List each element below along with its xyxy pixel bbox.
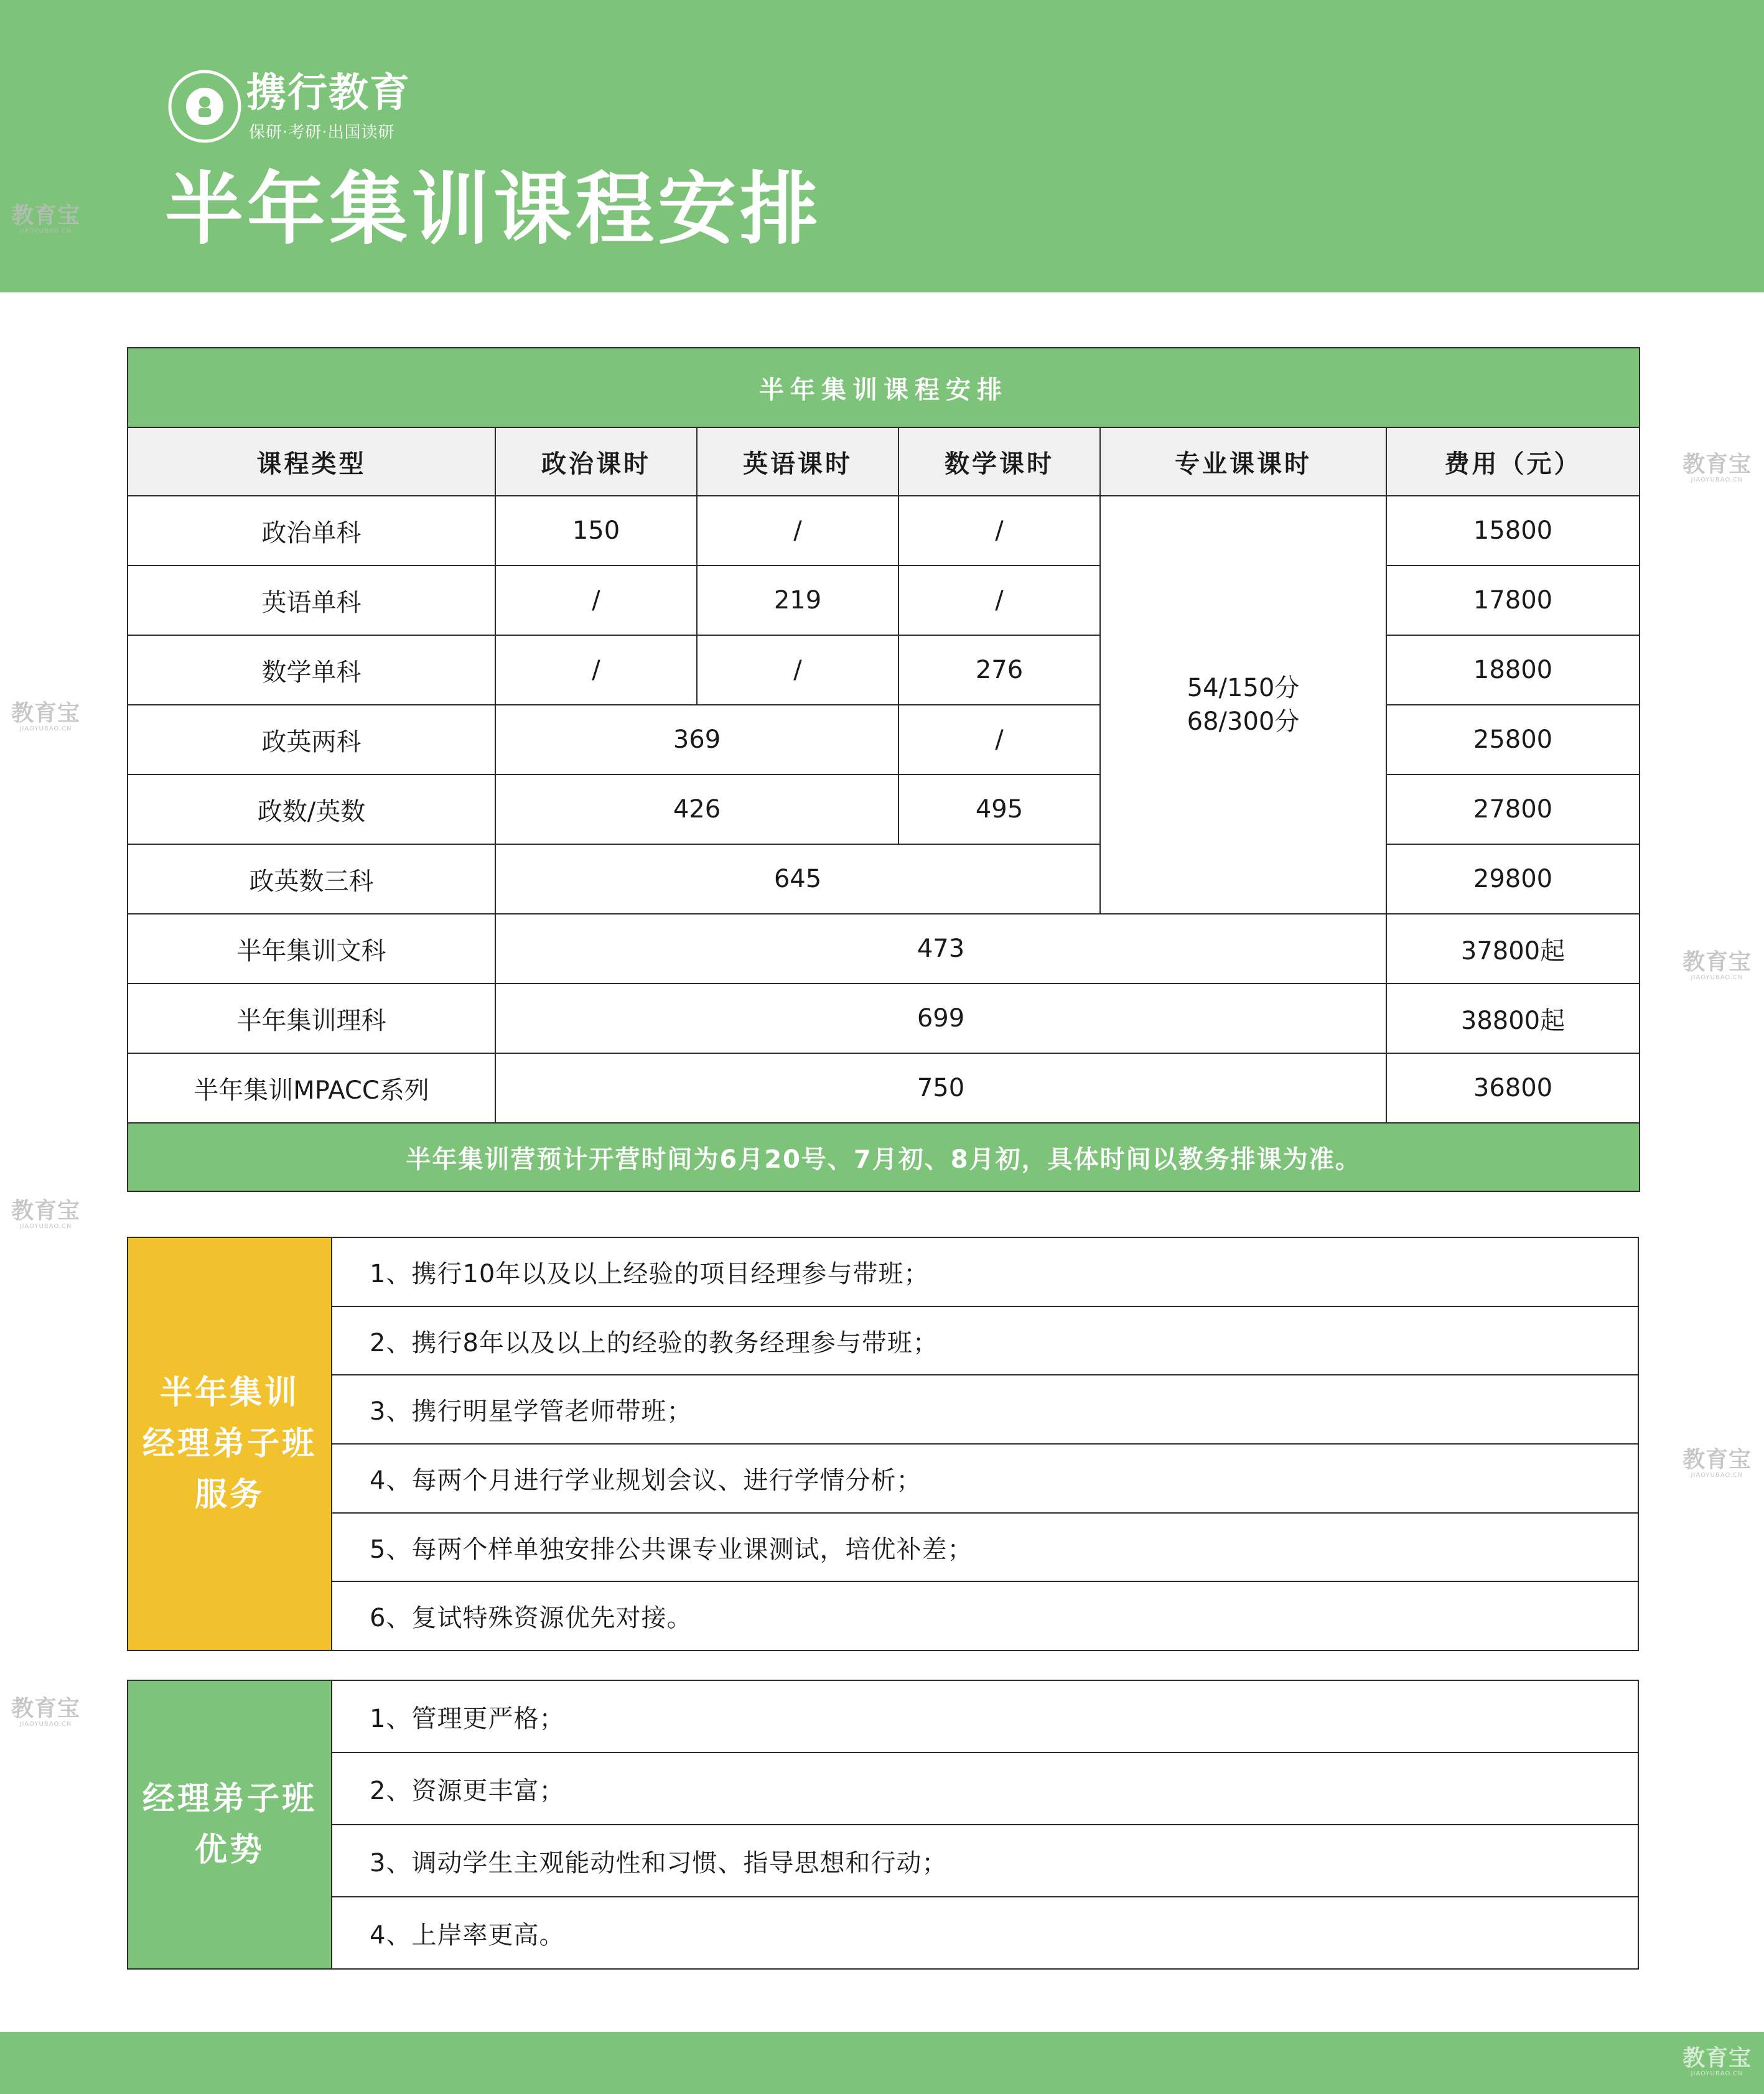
- cell-course-type: 政数/英数: [128, 775, 495, 844]
- cell-math: /: [898, 565, 1100, 635]
- cell-course-type: 半年集训MPACC系列: [128, 1053, 495, 1123]
- cell-total-hours: 473: [495, 914, 1386, 984]
- watermark: 教育宝 JIAOYUBAO.CN: [1682, 949, 1752, 981]
- services-list: [332, 1238, 1638, 1650]
- advantages-label-line: 经理弟子班: [142, 1780, 317, 1818]
- advantages-label-line: 优势: [194, 1831, 264, 1869]
- services-panel: [127, 1237, 1639, 1651]
- cell-fee: 15800: [1386, 496, 1640, 565]
- list-item: 3、调动学生主观能动性和习惯、指导思想和行动；: [332, 1825, 1638, 1897]
- cell-fee: 27800: [1386, 775, 1640, 844]
- table-row: [128, 496, 1640, 565]
- cell-math: 276: [898, 635, 1100, 705]
- cell-course-type: 政英数三科: [128, 844, 495, 914]
- services-label-line: 服务: [194, 1476, 264, 1514]
- watermark: 教育宝 JIAOYUBAO.CN: [11, 700, 81, 732]
- cell-fee: 37800起: [1386, 914, 1640, 984]
- watermark: 教育宝 JIAOYUBAO.CN: [11, 1696, 81, 1728]
- cell-politics: /: [495, 565, 697, 635]
- header-english-hours: 英语课时: [697, 427, 898, 496]
- footer-band: [0, 2032, 1764, 2094]
- professional-hours-line: 54/150分: [1187, 674, 1300, 702]
- logo-name: 携行教育: [246, 70, 411, 116]
- cell-all-three: 645: [495, 844, 1100, 914]
- header-math-hours: 数学课时: [898, 427, 1100, 496]
- list-item: 1、携行10年以及以上经验的项目经理参与带班；: [332, 1238, 1638, 1307]
- cell-math: /: [898, 496, 1100, 565]
- cell-fee: 25800: [1386, 705, 1640, 775]
- cell-course-type: 英语单科: [128, 565, 495, 635]
- table-note: 半年集训营预计开营时间为6月20号、7月初、8月初，具体时间以教务排课为准。: [128, 1123, 1640, 1191]
- table-row: [128, 844, 1640, 914]
- cell-politics-english: 426: [495, 775, 898, 844]
- cell-fee: 29800: [1386, 844, 1640, 914]
- list-item: 4、每两个月进行学业规划会议、进行学情分析；: [332, 1445, 1638, 1514]
- advantages-list: [332, 1681, 1638, 1968]
- cell-math: 495: [898, 775, 1100, 844]
- cell-course-type: 政治单科: [128, 496, 495, 565]
- advantages-panel: [127, 1680, 1639, 1970]
- table-row: [128, 1053, 1640, 1123]
- cell-english: 219: [697, 565, 898, 635]
- cell-course-type: 数学单科: [128, 635, 495, 705]
- schedule-table: [127, 347, 1640, 1192]
- cell-math: /: [898, 705, 1100, 775]
- list-item: 3、携行明星学管老师带班；: [332, 1375, 1638, 1445]
- cell-politics: /: [495, 635, 697, 705]
- cell-fee: 38800起: [1386, 984, 1640, 1053]
- services-label-line: 半年集训: [159, 1374, 299, 1412]
- list-item: 6、复试特殊资源优先对接。: [370, 1604, 693, 1633]
- table-row: [128, 914, 1640, 984]
- cell-politics-english: 369: [495, 705, 898, 775]
- table-row: [128, 984, 1640, 1053]
- logo-seal-icon: [168, 70, 241, 143]
- cell-course-type: 半年集训文科: [128, 914, 495, 984]
- list-item: 5、每两个样单独安排公共课专业课测试，培优补差；: [332, 1514, 1638, 1583]
- advantages-label: [128, 1681, 332, 1968]
- header-politics-hours: 政治课时: [495, 427, 697, 496]
- services-label: [128, 1238, 332, 1650]
- cell-fee: 36800: [1386, 1053, 1640, 1123]
- table-row: [128, 565, 1640, 635]
- page-title: 半年集训课程安排: [165, 164, 822, 255]
- watermark: 教育宝 JIAOYUBAO.CN: [1682, 2045, 1752, 2077]
- services-label-line: 经理弟子班: [142, 1425, 317, 1463]
- cell-fee: 18800: [1386, 635, 1640, 705]
- cell-total-hours: 750: [495, 1053, 1386, 1123]
- logo-tagline: 保研·考研·出国读研: [249, 123, 395, 142]
- list-item: 4、上岸率更高。: [370, 1920, 565, 1950]
- table-row: [128, 635, 1640, 705]
- watermark: 教育宝 JIAOYUBAO.CN: [11, 203, 81, 235]
- table-row: [128, 775, 1640, 844]
- watermark: 教育宝 JIAOYUBAO.CN: [1682, 1447, 1752, 1479]
- cell-total-hours: 699: [495, 984, 1386, 1053]
- table-title: 半年集训课程安排: [128, 348, 1640, 427]
- header-course-type: 课程类型: [128, 427, 495, 496]
- list-item: 2、资源更丰富；: [332, 1753, 1638, 1825]
- cell-course-type: 半年集训理科: [128, 984, 495, 1053]
- header-fee: 费用（元）: [1386, 427, 1640, 496]
- cell-fee: 17800: [1386, 565, 1640, 635]
- list-item: 2、携行8年以及以上的经验的教务经理参与带班；: [332, 1307, 1638, 1376]
- table-row: [128, 705, 1640, 775]
- watermark: 教育宝 JIAOYUBAO.CN: [1682, 452, 1752, 483]
- cell-course-type: 政英两科: [128, 705, 495, 775]
- list-item: 1、管理更严格；: [332, 1681, 1638, 1753]
- cell-english: /: [697, 635, 898, 705]
- professional-hours-line: 68/300分: [1187, 707, 1300, 736]
- cell-politics: 150: [495, 496, 697, 565]
- cell-english: /: [697, 496, 898, 565]
- header-professional-hours: 专业课课时: [1100, 427, 1386, 496]
- cell-professional-hours: [1100, 496, 1386, 914]
- watermark: 教育宝 JIAOYUBAO.CN: [11, 1198, 81, 1230]
